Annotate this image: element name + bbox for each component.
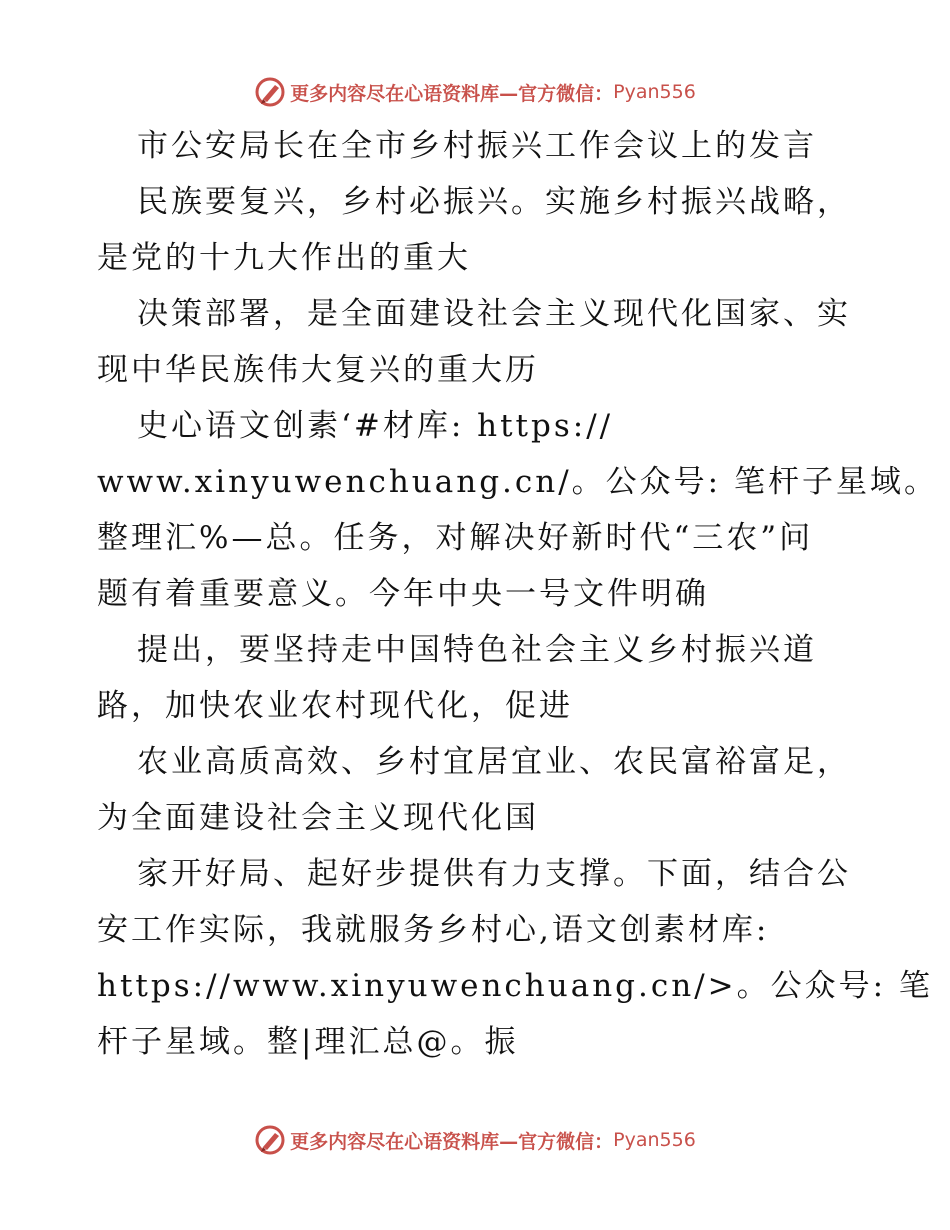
text-line: 安工作实际，我就服务乡村心,语文创素材库: — [97, 912, 770, 948]
text-line: 题有着重要意义。今年中央一号文件明确 — [97, 576, 709, 612]
text-line: 为全面建设社会主义现代化国 — [97, 800, 539, 836]
text-line: 杆子星域。整|理汇总@。振 — [97, 1024, 519, 1060]
footer-banner-contact: Pyan556 — [613, 1129, 696, 1151]
header-banner-text: 更多内容尽在心语资料库—官方微信： — [290, 82, 614, 105]
text-line: www.xinyuwenchuang.cn/。公众号: 笔杆子星域。 — [97, 464, 938, 500]
text-line: 民族要复兴，乡村必振兴。实施乡村振兴战略， — [137, 184, 851, 220]
document-body — [97, 118, 938, 1070]
header-banner-contact: Pyan556 — [613, 81, 696, 103]
text-line: 路，加快农业农村现代化，促进 — [97, 688, 573, 724]
text-line: 提出，要坚持走中国特色社会主义乡村振兴道 — [137, 632, 817, 668]
document-title: 市公安局长在全市乡村振兴工作会议上的发言 — [137, 128, 817, 164]
text-line: 决策部署，是全面建设社会主义现代化国家、实 — [137, 296, 851, 332]
text-line: 家开好局、起好步提供有力支撑。下面，结合公 — [137, 856, 851, 892]
text-line: 是党的十九大作出的重大 — [97, 240, 471, 276]
text-line: 农业高质高效、乡村宜居宜业、农民富裕富足， — [137, 744, 851, 780]
pen-logo-icon — [254, 76, 286, 108]
footer-banner-text: 更多内容尽在心语资料库—官方微信： — [290, 1130, 614, 1153]
header-banner — [0, 72, 950, 112]
text-line: 史心语文创素‘#材库: https:// — [137, 408, 614, 444]
pen-logo-icon — [254, 1124, 286, 1156]
text-line: https://www.xinyuwenchuang.cn/>。公众号: 笔 — [97, 968, 933, 1004]
text-line: 整理汇%—总。任务，对解决好新时代“三农”问 — [97, 520, 814, 556]
text-line: 现中华民族伟大复兴的重大历 — [97, 352, 539, 388]
footer-banner — [0, 1120, 950, 1160]
